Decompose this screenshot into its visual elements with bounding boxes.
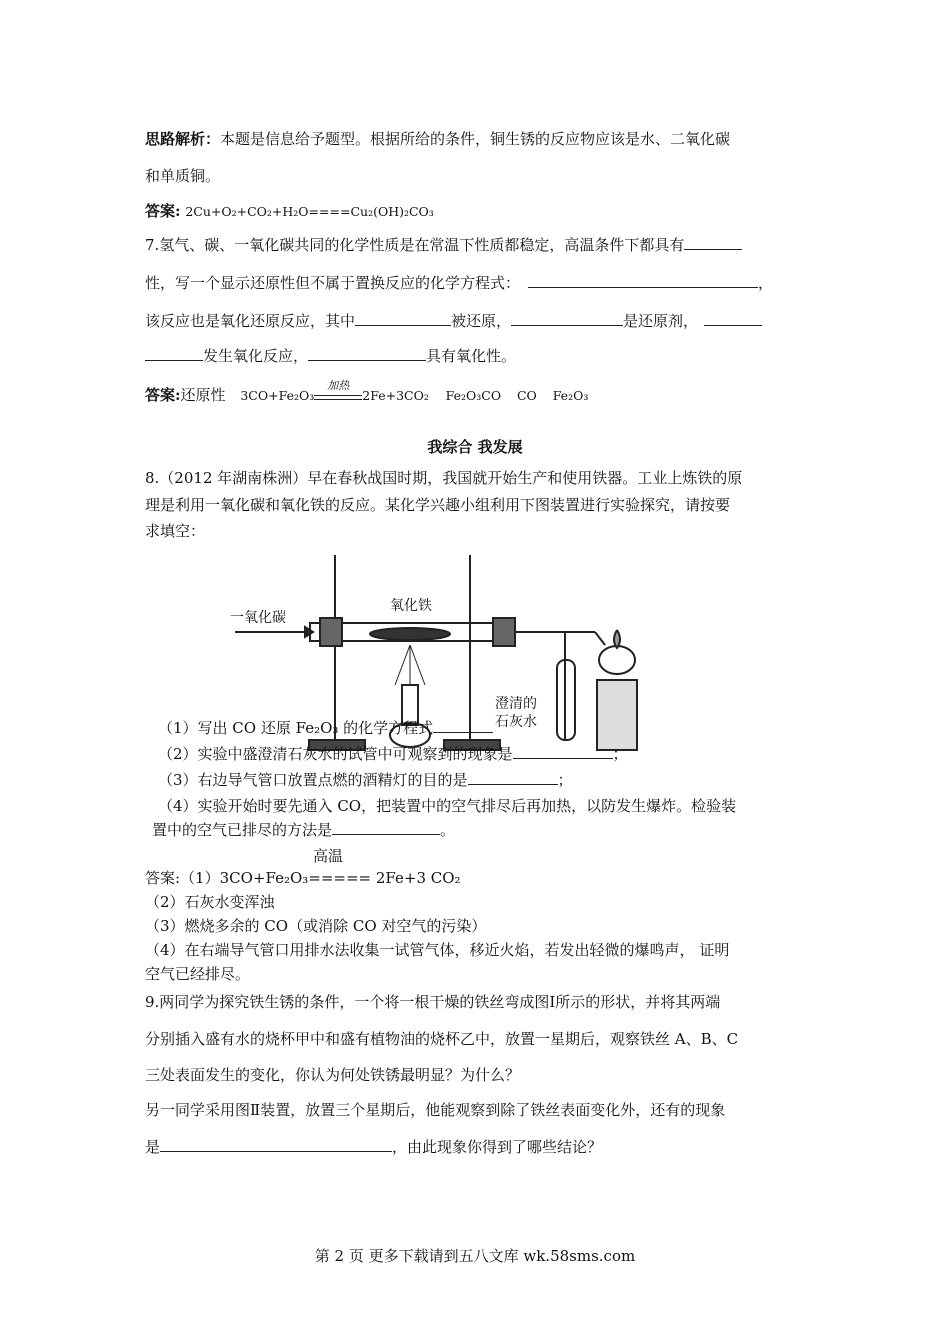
analysis-label: 思路解析：: [145, 130, 221, 148]
q9-line3: 三处表面发生的变化，你认为何处铁锈最明显？为什么？: [145, 1066, 521, 1084]
q8-sub1: （1）写出 CO 还原 Fe₂O₃ 的化学方程式: [158, 717, 493, 738]
q7-line4: 发生氧化反应， 具有氧化性。: [145, 345, 516, 366]
answer8-a3: （3）燃烧多余的 CO（或消除 CO 对空气的污染）: [145, 917, 487, 935]
answer-blank[interactable]: [308, 346, 426, 361]
q8-line1: 8.（2012 年湖南株洲）早在春秋战国时期，我国就开始生产和使用铁器。工业上炼铁的原: [145, 469, 743, 487]
q7-line1: 7.氢气、碳、一氧化碳共同的化学性质是在常温下性质都稳定，高温条件下都具有: [145, 234, 742, 255]
label-limewater1: 澄清的: [495, 696, 537, 712]
answer-blank[interactable]: [468, 770, 558, 785]
q7-line3: 该反应也是氧化还原反应，其中 被还原， 是还原剂，: [145, 310, 762, 331]
q9-line5: 是 ，由此现象你得到了哪些结论？: [145, 1138, 603, 1156]
answer-blank[interactable]: [145, 346, 203, 361]
section-title: 我综合 我发展: [427, 438, 523, 456]
q9-line4: 另一同学采用图Ⅱ装置，放置三个星期后，他能观察到除了铁丝表面变化外，还有的现象: [145, 1101, 726, 1119]
answer8-a4b: 空气已经排尽。: [145, 965, 251, 983]
answer6-equation: 2Cu+O₂+CO₂+H₂O====Cu₂(OH)₂CO₃: [185, 204, 434, 219]
page-footer: 第 2 页 更多下载请到五八文库 wk.58sms.com: [314, 1247, 636, 1265]
answer-blank[interactable]: [513, 744, 613, 759]
answer-blank[interactable]: [160, 1137, 392, 1152]
answer-blank[interactable]: [332, 820, 440, 835]
analysis-line1: 思路解析：本题是信息给予题型。根据所给的条件，铜生锈的反应物应该是水、二氧化碳: [145, 130, 731, 148]
answer8-a2: （2）石灰水变浑浊: [145, 893, 275, 911]
answer8-a4a: （4）在右端导气管口用排水法收集一试管气体，移近火焰，若发出轻微的爆鸣声， 证明: [145, 941, 730, 959]
analysis-line2: 和单质铜。: [145, 167, 221, 185]
gaowen-label: 高温: [313, 847, 344, 865]
answer7: 答案:还原性 3CO+Fe₂O₃ 加热 2Fe+3CO₂ Fe₂O₃CO CO Fe₂O₃: [145, 379, 589, 404]
heat-condition: 加热: [314, 387, 362, 400]
q7-line2: 性，写一个显示还原性但不属于置换反应的化学方程式： ，: [145, 274, 774, 292]
q8-sub4b: 置中的空气已排尽的方法是 。: [152, 821, 456, 839]
q9-line1: 9.两同学为探究铁生锈的条件，一个将一根干燥的铁丝弯成图Ⅰ所示的形状，并将其两端: [145, 993, 721, 1011]
q8-sub4a: （4）实验开始时要先通入 CO，把装置中的空气排尽后再加热，以防发生爆炸。检验装: [158, 797, 737, 815]
answer-blank[interactable]: [528, 273, 758, 288]
answer-blank[interactable]: [355, 311, 451, 326]
q8-line3: 求填空：: [145, 522, 206, 540]
answer-blank[interactable]: [704, 311, 762, 326]
answer8-a1: 答案:（1）3CO+Fe₂O₃===== 2Fe+3 CO₂: [145, 869, 461, 887]
label-fe2o3: 氧化铁: [390, 598, 432, 614]
answer-blank[interactable]: [511, 311, 623, 326]
label-co: 一氧化碳: [230, 610, 286, 626]
answer-blank[interactable]: [433, 718, 493, 733]
answer6: 答案: 2Cu+O₂+CO₂+H₂O====Cu₂(OH)₂CO₃: [145, 202, 434, 220]
q8-sub3: （3）右边导气管口放置点燃的酒精灯的目的是 ；: [158, 771, 573, 789]
q8-sub2: （2）实验中盛澄清石灰水的试管中可观察到的现象是 ；: [158, 745, 628, 763]
q8-line2: 理是利用一氧化碳和氧化铁的反应。某化学兴趣小组利用下图装置进行实验探究，请按要: [145, 496, 731, 514]
label-limewater2: 石灰水: [495, 714, 537, 730]
q9-line2: 分别插入盛有水的烧杯甲中和盛有植物油的烧杯乙中，放置一星期后，观察铁丝 A、B、C: [145, 1030, 739, 1048]
answer-blank[interactable]: [684, 235, 742, 250]
